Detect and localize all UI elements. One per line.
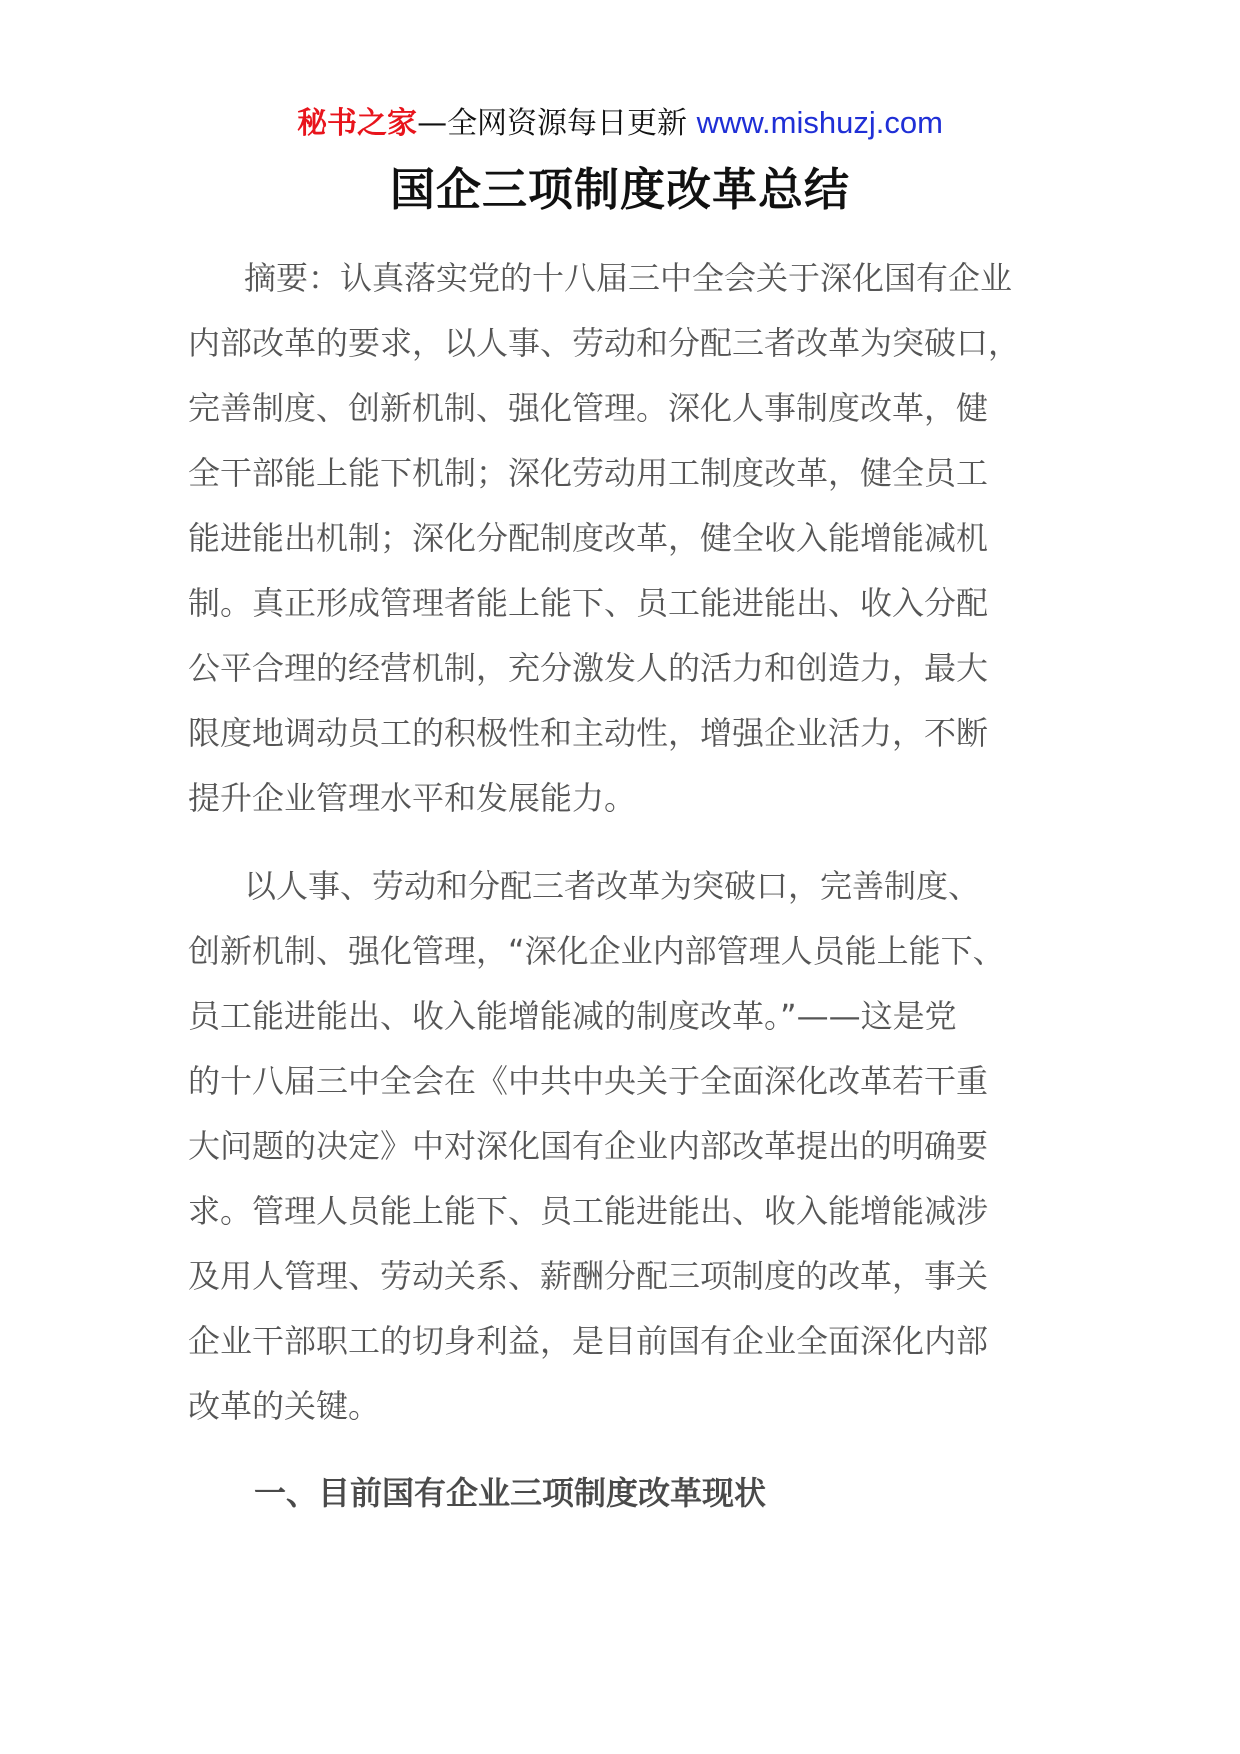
abstract-paragraph — [188, 246, 1050, 831]
site-brand: 秘书之家 — [297, 106, 418, 141]
section-heading: 一、目前国有企业三项制度改革现状 — [254, 1474, 767, 1512]
paragraph-line: 及用人管理、劳动关系、薪酬分配三项制度的改革，事关 — [188, 1257, 989, 1295]
site-header — [0, 100, 1240, 147]
paragraph-line: 制。真正形成管理者能上能下、员工能进能出、收入分配 — [188, 584, 989, 622]
paragraph-line: 内部改革的要求，以人事、劳动和分配三者改革为突破口， — [188, 324, 1021, 362]
document-title: 国企三项制度改革总结 — [389, 163, 850, 216]
paragraph-line: 提升企业管理水平和发展能力。 — [188, 779, 637, 817]
paragraph-line: 限度地调动员工的积极性和主动性，增强企业活力，不断 — [188, 714, 989, 752]
site-tagline: —全网资源每日更新 — [417, 106, 697, 141]
paragraph-line: 的十八届三中全会在《中共中央关于全面深化改革若干重 — [188, 1062, 989, 1100]
paragraph-line: 以人事、劳动和分配三者改革为突破口，完善制度、 — [244, 867, 981, 905]
intro-paragraph — [188, 854, 1050, 1439]
paragraph-line: 公平合理的经营机制，充分激发人的活力和创造力，最大 — [188, 649, 989, 687]
paragraph-line: 求。管理人员能上能下、员工能进能出、收入能增能减涉 — [188, 1192, 989, 1230]
paragraph-line: 改革的关键。 — [188, 1387, 381, 1425]
paragraph-line: 能进能出机制；深化分配制度改革，健全收入能增能减机 — [188, 519, 989, 557]
paragraph-line: 大问题的决定》中对深化国有企业内部改革提出的明确要 — [188, 1127, 989, 1165]
paragraph-line: 员工能进能出、收入能增能减的制度改革。”——这是党 — [188, 997, 957, 1035]
paragraph-line: 完善制度、创新机制、强化管理。深化人事制度改革，健 — [188, 389, 989, 427]
site-url-link[interactable]: www.mishuzj.com — [696, 105, 943, 140]
paragraph-line: 全干部能上能下机制；深化劳动用工制度改革，健全员工 — [188, 454, 989, 492]
paragraph-line: 企业干部职工的切身利益，是目前国有企业全面深化内部 — [188, 1322, 989, 1360]
paragraph-line: 创新机制、强化管理，“深化企业内部管理人员能上能下、 — [188, 932, 1005, 970]
paragraph-line: 摘要：认真落实党的十八届三中全会关于深化国有企业 — [244, 259, 1013, 297]
